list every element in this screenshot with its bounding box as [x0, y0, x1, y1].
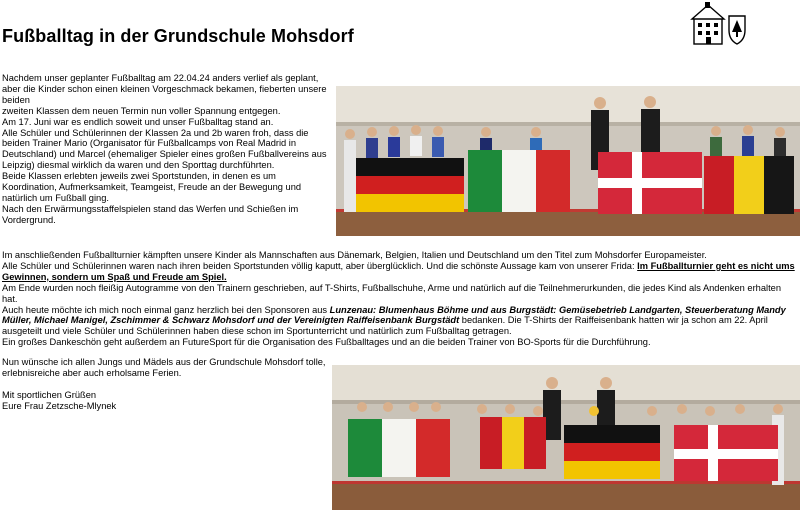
flag-germany: [564, 425, 660, 479]
group-photo-flags-2: [332, 365, 800, 510]
sponsor-intro: Auch heute möchte ich mich noch einmal ganz herzlich bei den Sponsoren aus: [2, 304, 330, 315]
quote-intro: Alle Schüler und Schülerinnen waren nach ihren beiden Sportstunden völlig kaputt, aber überglücklich. Und die schönste Aussage kam von unserer Frida:: [2, 260, 638, 271]
sponsor-outro: bedanken. Die T-Shirts der Raiffeisenbank hatten wir ja schon am 22. April ausgeteilt und viele Schüler und Schülerinnen haben diese schon im Sportunterricht und natürlich zum Fußballtag getragen.: [2, 315, 768, 337]
flag-denmark: [598, 152, 702, 214]
paragraph: Nun wünsche ich allen Jungs und Mädels aus der Grundschule Mohsdorf tolle, erlebnisreiche aber auch erholsame Ferien.: [2, 357, 326, 378]
closing-text-column: [2, 357, 330, 412]
closing-greeting: Mit sportlichen Grüßen: [2, 389, 97, 400]
paragraph: Beide Klassen erlebten jeweils zwei Sportstunden, in denen es um Koordination, Aufmerksamkeit, Teamgeist, Freude an der Bewegung und natürlich um Fußball ging.: [2, 171, 302, 203]
page-title: Fußballtag in der Grundschule Mohsdorf: [2, 26, 354, 46]
signature: Eure Frau Zetzsche-Mlynek: [2, 400, 117, 411]
paragraph: Am 17. Juni war es endlich soweit und unser Fußballtag stand an.: [2, 116, 274, 127]
group-photo-flags-1: [336, 86, 800, 236]
paragraph-quote: [2, 261, 796, 283]
paragraph-sponsors: [2, 305, 796, 338]
paragraph: Im anschließenden Fußballturnier kämpften unsere Kinder als Mannschaften aus Dänemark, Belgien, Italien und Deutschland um den Titel zum Mohsdorfer Europameister.: [2, 250, 707, 260]
paragraph: Nach den Erwärmungsstaffelspielen stand das Werfen und Schießen im Vordergrund.: [2, 203, 299, 225]
flag-italy: [348, 419, 450, 477]
paragraph: Ein großes Dankeschön geht außerdem an FutureSport für die Organisation des Fußballtages und an die beiden Trainer von BO-Sports für die Durchführung.: [2, 337, 651, 348]
flag-belgium: [704, 156, 794, 214]
paragraph: Nachdem unser geplanter Fußballtag am 22.04.24 anders verlief als geplant, aber die Kinder schon einen kleinen Vorgeschmack bekamen, fieberten unsere beiden: [2, 73, 327, 105]
paragraph: zweiten Klassen dem neuen Termin nun voller Spannung entgegen.: [2, 105, 281, 116]
sponsor-list: Lunzenau: Blumenhaus Böhme und aus Burgstädt: Gemüsebetrieb Landgarten, Steuerberatung Mandy Müller, Michael Manigel, Zschimmer & Schwarz Mohsdorf und der Vereinigten Raiffeisenbank Burgstädt: [2, 304, 786, 326]
paragraph: Am Ende wurden noch fleißig Autogramme von den Trainern geschrieben, auf T-Shirts, Fußballschuhe, Arme und natürlich auf die Teilnehmerurkunden, die jedes Kind als Andenken erhalten hat.: [2, 282, 781, 304]
flag-germany: [356, 158, 464, 212]
paragraph: Alle Schüler und Schülerinnen der Klassen 2a und 2b waren froh, dass die beiden Trainer Mario (Organisator für Fußballcamps von Real Madrid in Deutschland) und Marcel (ehemaliger Spieler eines großen Fußballvereins aus Leipzig) diesmal wirklich da waren und den Sporttag durchführten.: [2, 127, 327, 171]
intro-text-column: [2, 73, 332, 226]
spacer: [2, 379, 330, 390]
school-logo: [688, 2, 750, 46]
main-text-block: [2, 250, 796, 348]
flag-italy: [468, 150, 570, 212]
flag-belgium: [480, 417, 546, 469]
flag-denmark: [674, 425, 778, 481]
frida-quote: Im Fußballturnier geht es nicht ums Gewinnen, sondern um Spaß und Freude am Spiel.: [2, 260, 795, 282]
